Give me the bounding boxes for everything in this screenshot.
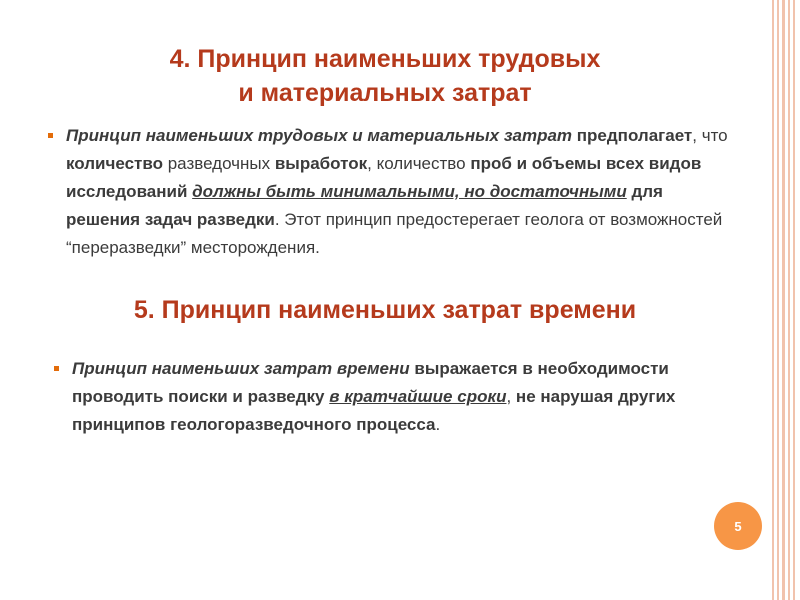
- text-run: разведочных: [163, 154, 275, 173]
- text-run: Принцип наименьших затрат времени: [72, 359, 410, 378]
- border-stripe: [777, 0, 779, 600]
- slide-title-line-1: 4. Принцип наименьших трудовых: [169, 45, 601, 73]
- text-run: в кратчайшие сроки: [329, 387, 507, 406]
- decorative-border: [768, 0, 800, 600]
- text-run: и объемы всех видов исследований: [66, 154, 702, 201]
- slide-title-line-2: и материальных затрат: [238, 79, 532, 107]
- border-stripe: [782, 0, 785, 600]
- text-run: , количество: [367, 154, 471, 173]
- text-run: выработок: [274, 154, 368, 173]
- text-run: не нарушая других принципов геологоразведочного процесса: [72, 387, 676, 434]
- text-run: выражается в необходимости проводить поиски и разведку: [72, 359, 669, 406]
- text-run: , что: [692, 126, 728, 145]
- text-run: для решения задач разведки: [66, 182, 663, 229]
- bullet-icon: [48, 133, 53, 138]
- page-number-badge: 5: [714, 502, 762, 550]
- border-stripe: [772, 0, 774, 600]
- text-run: ,: [506, 387, 516, 406]
- text-run: Принцип наименьших трудовых и материальных затрат: [66, 126, 573, 145]
- paragraph-principle-5: [72, 355, 712, 439]
- paragraph-principle-4: [66, 122, 736, 262]
- text-run: количество: [66, 154, 163, 173]
- text-run: должны быть минимальными, но достаточными: [192, 182, 627, 201]
- text-run: .: [435, 415, 441, 434]
- bullet-icon: [54, 366, 59, 371]
- text-run: предполагает: [576, 126, 693, 145]
- border-stripe: [788, 0, 790, 600]
- section-title-principle-5: 5. Принцип наименьших затрат времени: [133, 296, 637, 324]
- text-run: проб: [470, 154, 512, 173]
- text-run: . Этот принцип предостерегает геолога от возможностей “переразведки” месторождения.: [66, 210, 723, 257]
- border-stripe: [793, 0, 795, 600]
